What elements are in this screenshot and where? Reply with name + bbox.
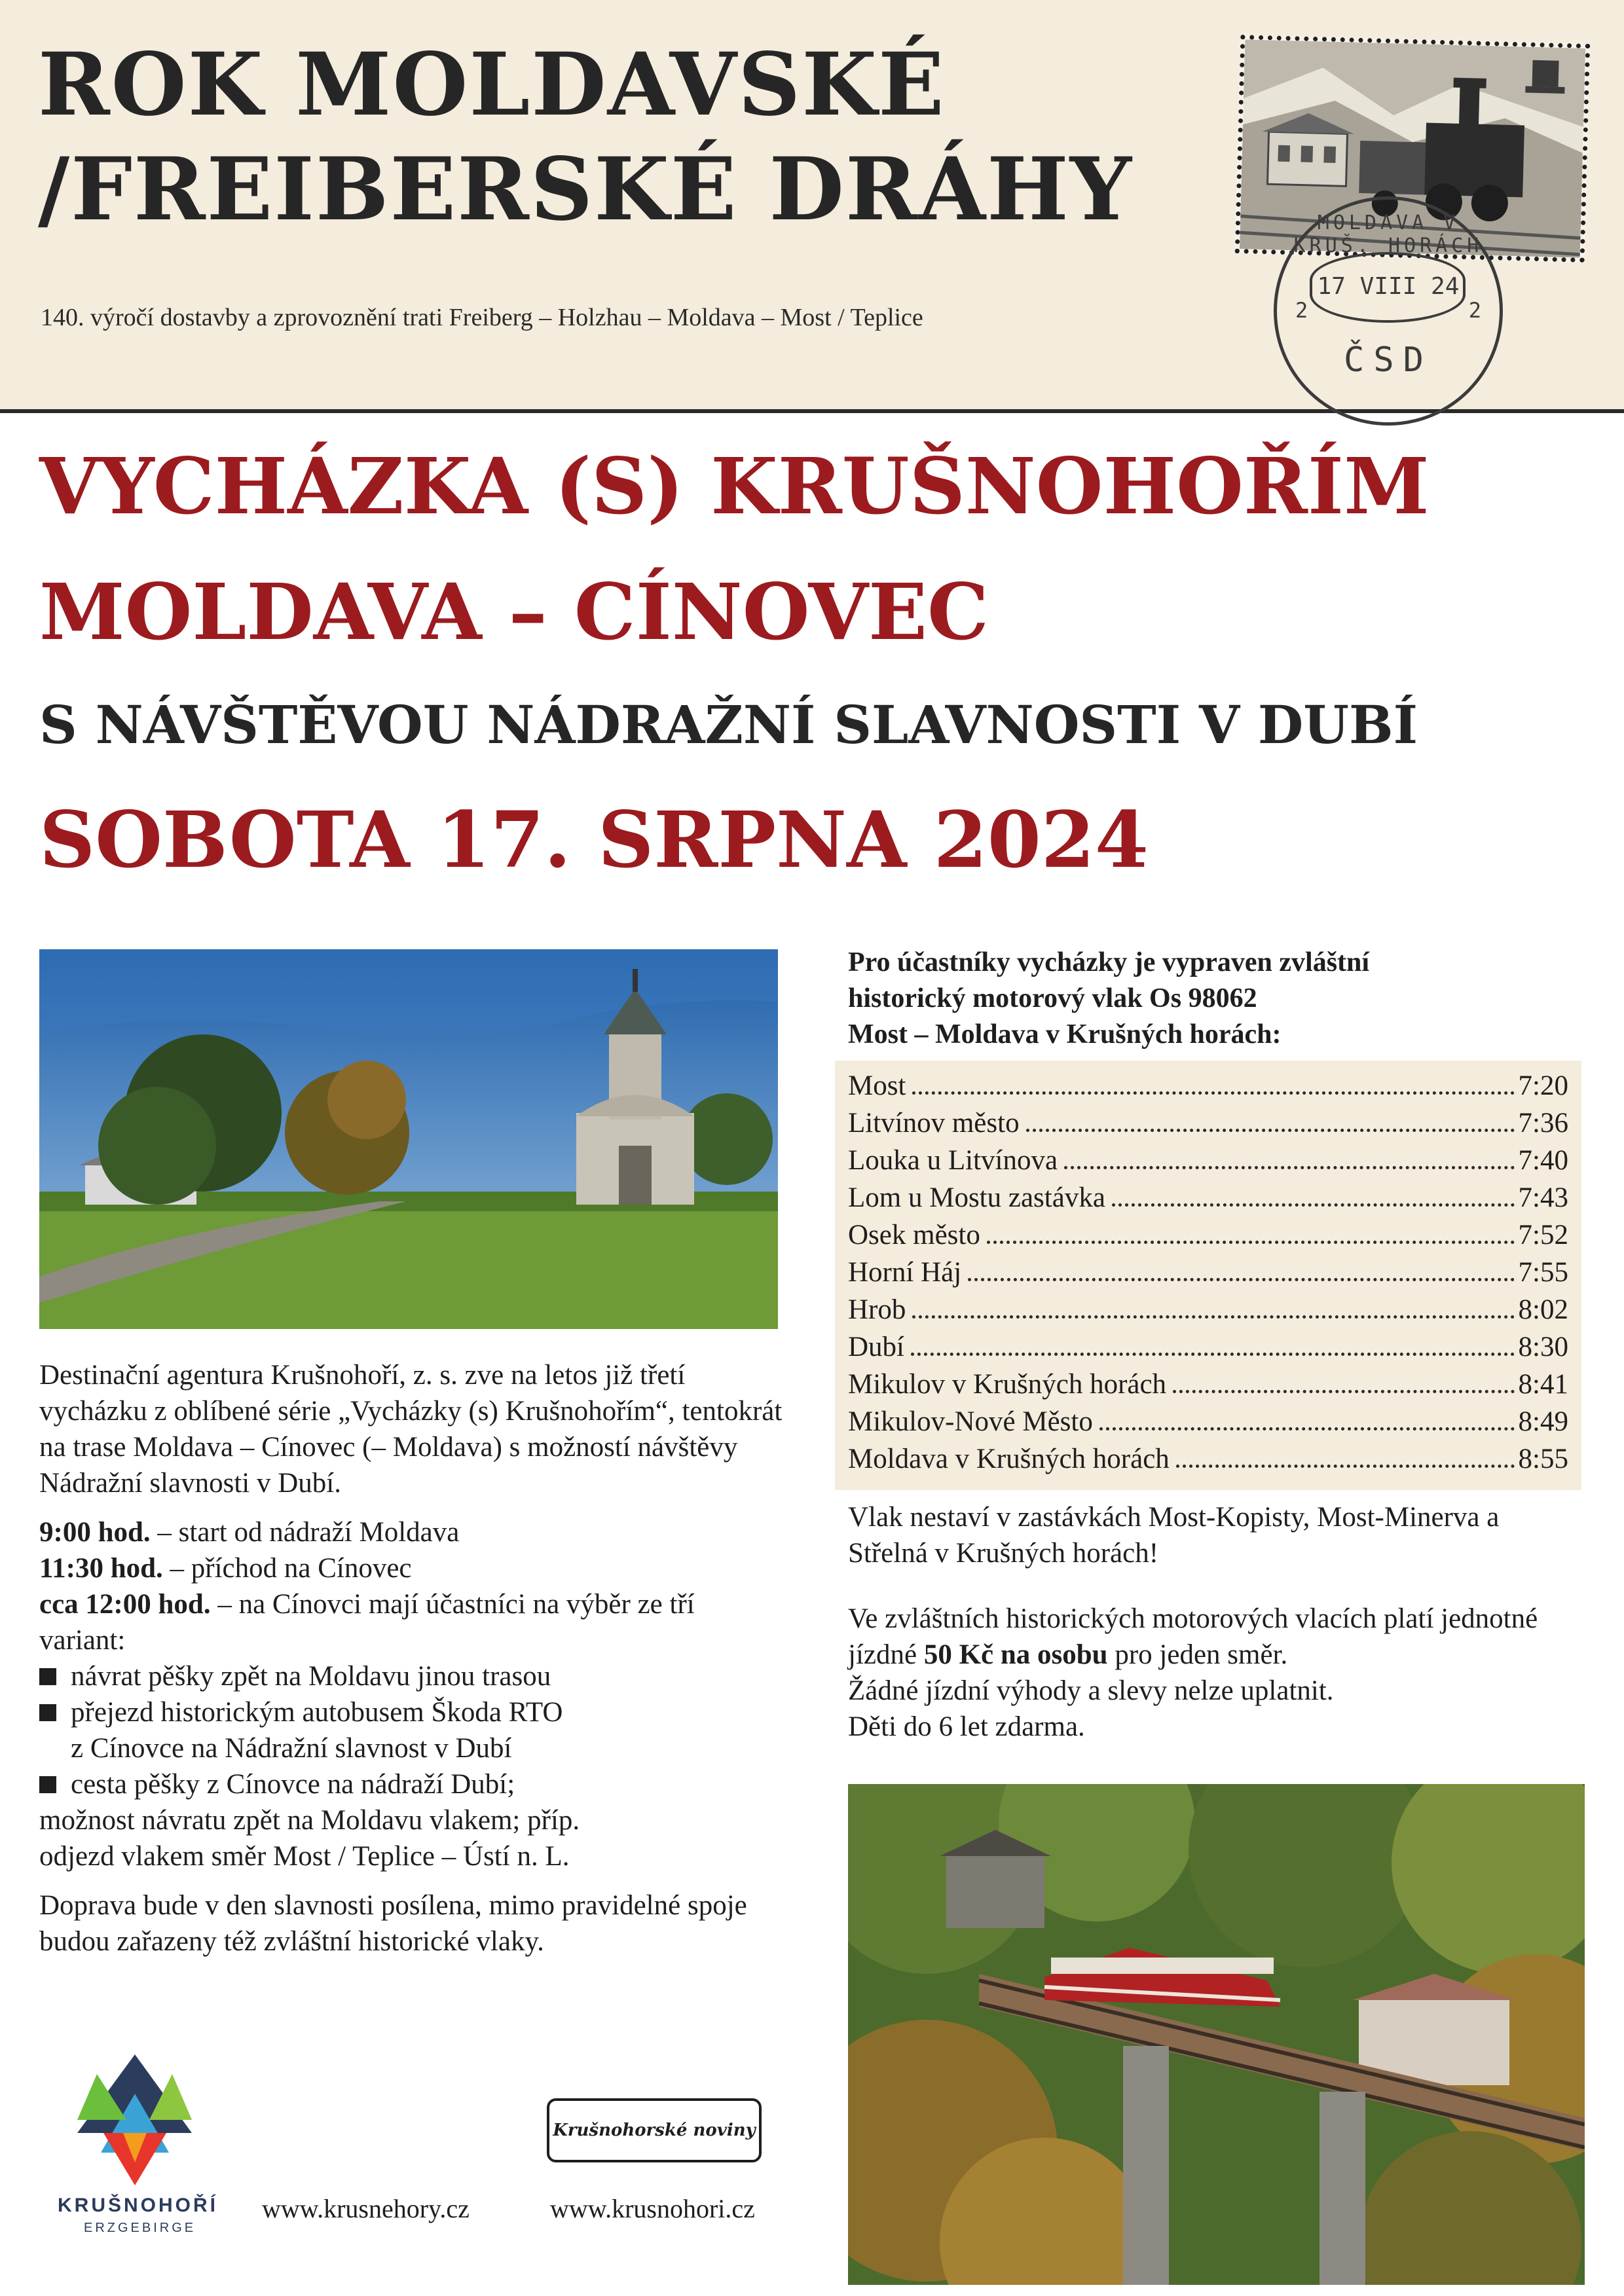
station-name: Osek město (848, 1220, 980, 1250)
bullet-square-icon (39, 1776, 56, 1793)
website-link-krusnohori[interactable]: www.krusnohori.cz (550, 2194, 755, 2223)
departure-time: 8:30 (1518, 1332, 1568, 1362)
variant-text: návrat pěšky zpět na Moldavu jinou trasou (71, 1661, 551, 1692)
station-name: Lom u Mostu zastávka (848, 1182, 1105, 1213)
left-column-text (39, 1357, 786, 1973)
variant-item-cont (39, 1802, 786, 1838)
postmark-number-right: 2 (1468, 298, 1481, 323)
fare-text: Ve zvláštních historických motorových vlacích platí jednotné jízdné (848, 1603, 1538, 1670)
event-title-line-1: VYCHÁZKA (S) KRUŠNOHOŘÍM (39, 441, 1430, 532)
departure-time: 7:55 (1518, 1257, 1568, 1288)
timetable-row (848, 1256, 1568, 1294)
station-name: Mikulov-Nové Město (848, 1406, 1093, 1437)
leader-dots (1176, 1465, 1515, 1468)
variant-text: z Cínovce na Nádražní slavnost v Dubí (71, 1733, 512, 1764)
program-text: – start od nádraží Moldava (150, 1517, 460, 1548)
station-name: Litvínov město (848, 1108, 1020, 1139)
leader-dots (987, 1241, 1515, 1244)
fare-discount-note: Žádné jízdní výhody a slevy nelze uplatnit. (848, 1675, 1334, 1706)
intro-paragraph: Destinační agentura Krušnohoří, z. s. zve na letos již třetí vycházku z oblíbené série „Vycházky (s) Krušnohořím“, tentokrát na trase Moldava – Cínovec (– Moldava) s možností návštěvy Nádražní slavnosti v Dubí. (39, 1360, 783, 1499)
station-name: Louka u Litvínova (848, 1145, 1058, 1176)
title-line-2: /FREIBERSKÉ DRÁHY (38, 139, 1134, 240)
title-line-1: ROK MOLDAVSKÉ (38, 34, 946, 136)
departure-time: 7:52 (1518, 1220, 1568, 1250)
station-name: Dubí (848, 1332, 904, 1362)
station-name: Hrob (848, 1294, 906, 1325)
timetable-row (848, 1070, 1568, 1107)
departure-time: 8:41 (1518, 1369, 1568, 1400)
church-photo (39, 949, 778, 1329)
variant-item-cont (39, 1730, 786, 1766)
website-link-krusnehory[interactable]: www.krusnehory.cz (262, 2194, 470, 2223)
no-stop-note: Vlak nestaví v zastávkách Most-Kopisty, Most-Minerva a Střelná v Krušných horách! (848, 1502, 1500, 1569)
bullet-square-icon (39, 1704, 56, 1721)
program-item (39, 1514, 786, 1550)
variant-text: odjezd vlakem směr Most / Teplice – Ústí n. L. (39, 1841, 570, 1872)
event-title-line-3: S NÁVŠTĚVOU NÁDRAŽNÍ SLAVNOSTI V DUBÍ (39, 694, 1418, 756)
postmark (1274, 196, 1503, 426)
postmark-bottom-text: ČSD (1344, 340, 1433, 380)
leader-dots (912, 1091, 1514, 1095)
station-name: Horní Háj (848, 1257, 962, 1288)
variant-item (39, 1766, 786, 1802)
schedule-heading (848, 945, 1575, 1053)
leader-dots (1026, 1129, 1515, 1132)
header-subtitle: 140. výročí dostavby a zprovoznění trati Freiberg – Holzhau – Moldava – Most / Teplice (41, 304, 923, 331)
schedule-heading-line: Pro účastníky vycházky je vypraven zvláštní (848, 947, 1370, 977)
program-item (39, 1586, 786, 1658)
departure-time: 8:55 (1518, 1444, 1568, 1474)
station-name: Mikulov v Krušných horách (848, 1369, 1167, 1400)
leader-dots (912, 1315, 1514, 1319)
logo-name: KRUŠNOHOŘÍ (58, 2195, 219, 2216)
leader-dots (911, 1353, 1515, 1356)
train-viaduct-photo (848, 1784, 1585, 2285)
timetable-row (848, 1368, 1568, 1406)
schedule-heading-line: historický motorový vlak Os 98062 (848, 983, 1257, 1013)
fare-info (848, 1601, 1575, 1745)
station-name: Moldava v Krušných horách (848, 1444, 1170, 1474)
variant-item-cont (39, 1838, 786, 1874)
program-text: – na Cínovci mají účastníci na výběr ze tří variant: (39, 1589, 695, 1656)
program-time: 9:00 hod. (39, 1517, 151, 1548)
schedule-heading-line: Most – Moldava v Krušných horách: (848, 1019, 1282, 1049)
timetable-row (848, 1443, 1568, 1480)
poster-title (38, 33, 1133, 242)
transport-note: Doprava bude v den slavnosti posílena, mimo pravidelné spoje budou zařazeny též zvláštní historické vlaky. (39, 1890, 747, 1957)
timetable-row (848, 1182, 1568, 1219)
timetable-row (848, 1144, 1568, 1182)
timetable-row (848, 1107, 1568, 1144)
leader-dots (1173, 1390, 1514, 1393)
newspaper-logo-text: Krušnohorské noviny (553, 2121, 756, 2140)
variant-text: možnost návratu zpět na Moldavu vlakem; příp. (39, 1805, 580, 1836)
program-time: cca 12:00 hod. (39, 1589, 211, 1620)
leader-dots (1064, 1166, 1515, 1169)
variant-item (39, 1658, 786, 1694)
postmark-number-left: 2 (1295, 298, 1308, 323)
event-title-line-2: MOLDAVA – CÍNOVEC (39, 566, 989, 657)
leader-dots (968, 1278, 1514, 1281)
postmark-date: 17 VIII 24 (1317, 273, 1460, 300)
variant-item (39, 1694, 786, 1730)
leader-dots (1112, 1203, 1515, 1207)
departure-time: 7:20 (1518, 1070, 1568, 1101)
timetable (835, 1061, 1581, 1490)
departure-time: 8:49 (1518, 1406, 1568, 1437)
postmark-top-text: MOLDAVA V KRUŠ. HORÁCH (1293, 211, 1483, 257)
newspaper-logo (547, 2098, 762, 2162)
fare-price: 50 Kč na osobu (923, 1639, 1108, 1670)
departure-time: 7:43 (1518, 1182, 1568, 1213)
timetable-row (848, 1406, 1568, 1443)
timetable-row (848, 1219, 1568, 1256)
program-text: – příchod na Cínovec (162, 1553, 412, 1584)
timetable-row (848, 1294, 1568, 1331)
program-list (39, 1514, 786, 1874)
timetable-row (848, 1331, 1568, 1368)
variant-text: přejezd historickým autobusem Škoda RTO (71, 1697, 563, 1728)
variant-text: cesta pěšky z Cínovce na nádraží Dubí; (71, 1769, 515, 1800)
fare-children-note: Děti do 6 let zdarma. (848, 1711, 1085, 1742)
event-date: SOBOTA 17. SRPNA 2024 (39, 794, 1149, 885)
departure-time: 7:36 (1518, 1108, 1568, 1139)
leader-dots (1099, 1427, 1515, 1430)
fare-text: pro jeden směr. (1107, 1639, 1288, 1670)
krusnohori-logo-icon (77, 2054, 192, 2185)
logo-subtitle: ERZGEBIRGE (84, 2221, 196, 2235)
departure-time: 8:02 (1518, 1294, 1568, 1325)
program-time: 11:30 hod. (39, 1553, 163, 1584)
station-name: Most (848, 1070, 906, 1101)
departure-time: 7:40 (1518, 1145, 1568, 1176)
bullet-square-icon (39, 1668, 56, 1685)
program-item (39, 1550, 786, 1586)
